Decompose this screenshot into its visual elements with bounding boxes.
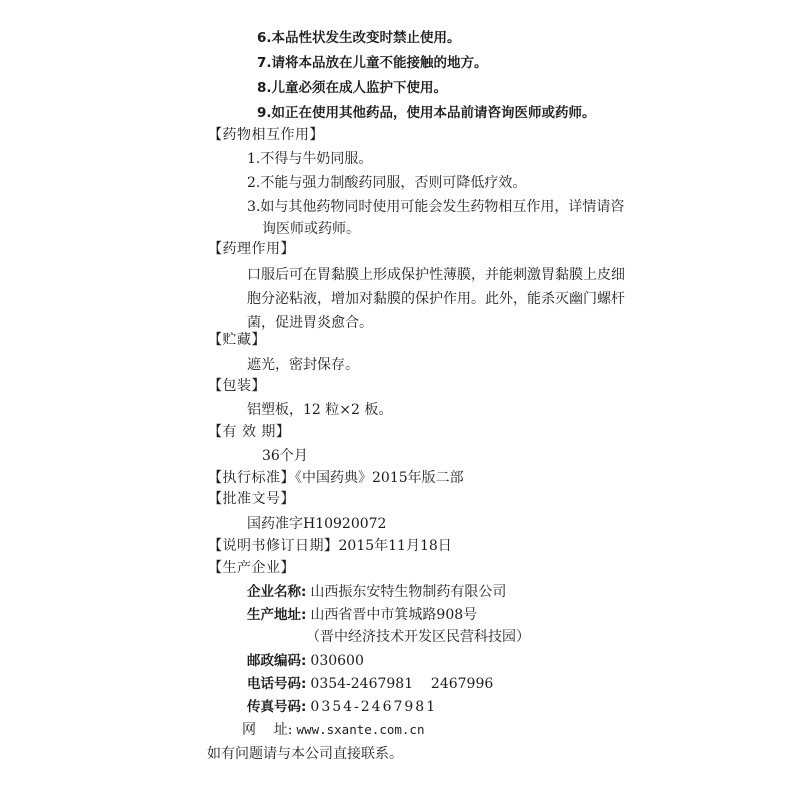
manufacturer-postal-label: 邮政编码: — [247, 653, 307, 669]
warning-6: 6.本品性状发生改变时禁止使用。 — [257, 30, 461, 46]
manufacturer-postal: 030600 — [310, 653, 364, 669]
validity-text: 36个月 — [262, 448, 308, 464]
manufacturer-postal-row — [247, 652, 364, 670]
manufacturer-address-row — [247, 606, 477, 624]
pharmacology-line-1: 口服后可在胃黏膜上形成保护性薄膜，并能刺激胃黏膜上皮细 — [247, 267, 625, 283]
warning-9: 9.如正在使用其他药品，使用本品前请咨询医师或药师。 — [257, 105, 596, 121]
pharmacology-line-3: 菌，促进胃炎愈合。 — [247, 315, 373, 331]
manufacturer-phone-label: 电话号码: — [247, 676, 307, 692]
interaction-item-3-cont: 询医师或药师。 — [262, 221, 360, 237]
footer-contact-note: 如有问题请与本公司直接联系。 — [207, 746, 403, 762]
packaging-text: 铝塑板，12 粒×2 板。 — [247, 402, 393, 418]
manufacturer-fax: 0354-2467981 — [310, 699, 438, 715]
section-header-approval: 【批准文号】 — [208, 491, 295, 507]
manufacturer-phone: 0354-2467981 2467996 — [310, 676, 494, 692]
manufacturer-web-label: 网 址: — [242, 722, 293, 738]
section-header-manufacturer: 【生产企业】 — [208, 560, 295, 576]
storage-text: 遮光，密封保存。 — [247, 357, 359, 373]
manufacturer-name-row — [247, 583, 506, 601]
manufacturer-web[interactable]: www.sxante.com.cn — [296, 722, 425, 737]
standard-row — [208, 469, 464, 487]
approval-text: 国药准字H10920072 — [247, 516, 387, 532]
manufacturer-phone-row — [247, 675, 493, 693]
section-header-storage: 【贮藏】 — [208, 332, 266, 348]
manufacturer-name: 山西振东安特生物制药有限公司 — [310, 584, 507, 600]
warning-7: 7.请将本品放在儿童不能接触的地方。 — [257, 55, 488, 71]
section-header-revision: 【说明书修订日期】 — [208, 538, 339, 554]
section-header-pharmacology: 【药理作用】 — [208, 241, 295, 257]
manufacturer-fax-row — [247, 698, 437, 716]
interaction-item-1: 1.不得与牛奶同服。 — [247, 151, 373, 167]
standard-text: 《中国药典》2015年版二部 — [295, 470, 464, 486]
manufacturer-name-label: 企业名称: — [247, 584, 307, 600]
manufacturer-fax-label: 传真号码: — [247, 699, 307, 715]
warning-8: 8.儿童必须在成人监护下使用。 — [257, 80, 448, 96]
interaction-item-2: 2.不能与强力制酸药同服，否则可降低疗效。 — [247, 175, 527, 191]
manufacturer-address: 山西省晋中市箕城路908号 — [310, 607, 478, 623]
section-header-validity: 【有 效 期】 — [208, 424, 291, 440]
section-header-interactions: 【药物相互作用】 — [208, 127, 324, 143]
interaction-item-3: 3.如与其他药物同时使用可能会发生药物相互作用，详情请咨 — [247, 199, 625, 215]
manufacturer-address-label: 生产地址: — [247, 607, 307, 623]
section-header-standard: 【执行标准】 — [208, 470, 295, 486]
manufacturer-address-note: （晋中经济技术开发区民营科技园） — [306, 629, 530, 645]
pharmacology-line-2: 胞分泌粘液，增加对黏膜的保护作用。此外，能杀灭幽门螺杆 — [247, 291, 625, 307]
section-header-packaging: 【包装】 — [208, 378, 266, 394]
revision-row — [208, 537, 452, 555]
manufacturer-web-row — [242, 721, 424, 739]
revision-text: 2015年11月18日 — [338, 538, 452, 554]
